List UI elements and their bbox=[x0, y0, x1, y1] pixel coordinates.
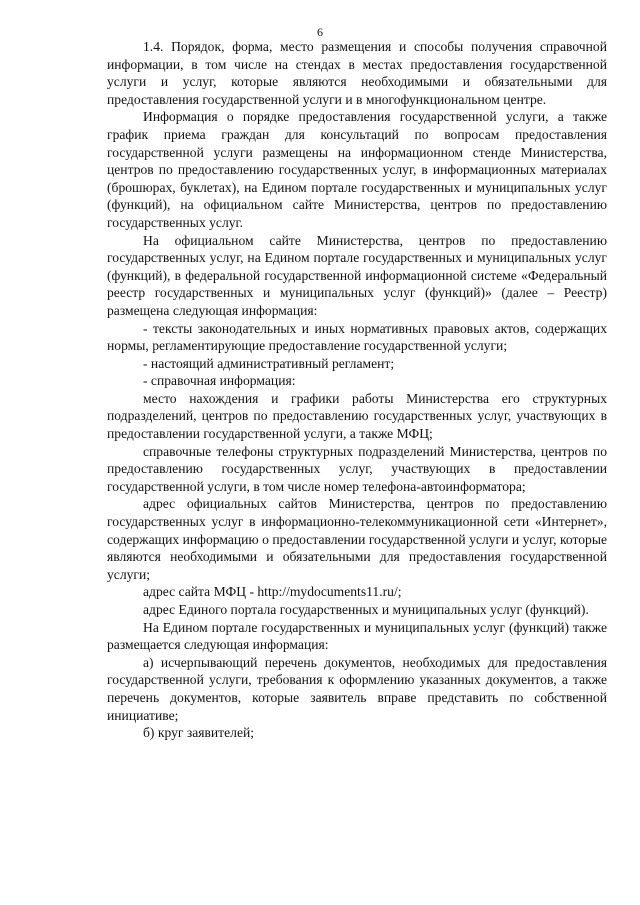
paragraph-unified-portal-address: адрес Единого портала государственных и муниципальных услуг (функций). bbox=[143, 602, 589, 617]
list-item-documents: а) исчерпывающий перечень документов, необходимых для предоставления государственной услуги, требования к оформлению указанных документов, а также перечень документов, которые заявитель вправе представить по собственной инициативе; bbox=[107, 654, 607, 723]
paragraph-unified-portal-info: На Едином портале государственных и муниципальных услуг (функций) также размещается следующая информация: bbox=[107, 619, 607, 653]
paragraph-official-site-info: На официальном сайте Министерства, центров по предоставлению государственных услуг, на Едином портале государственных и муниципальных услуг (функций), в федеральной государственной информационной системе «Федеральный реестр государственных и муниципальных услуг (функций)» (далее – Реестр) размещена следующая информация: bbox=[107, 232, 607, 318]
paragraph-locations-schedules: место нахождения и графики работы Министерства его структурных подразделений, центров по предоставлению государственных услуг, участвующих в предоставлении государственной услуги, а также МФЦ; bbox=[107, 390, 607, 442]
list-item-reference-info: - справочная информация: bbox=[143, 373, 296, 389]
paragraph-mfc-site: адрес сайта МФЦ - http://mydocuments11.ru/; bbox=[143, 584, 402, 600]
paragraph-reference-phones: справочные телефоны структурных подразделений Министерства, центров по предоставлению государственных услуг, участвующих в предоставлении государственной услуги, в том числе номер телефона-автоинформатора; bbox=[107, 443, 607, 494]
paragraph-official-websites: адрес официальных сайтов Министерства, центров по предоставлению государственных услуг в информационно-телекоммуникационной сети «Интернет», содержащих информацию о предоставлении государственной услуги и услуг, которые являются необходимыми и обязательными для предоставления государственной услуги; bbox=[107, 496, 607, 582]
list-item-applicants: б) круг заявителей; bbox=[143, 725, 255, 741]
paragraph-info-placement: Информация о порядке предоставления государственной услуги, а также график приема граждан для консультаций по вопросам предоставления государственной услуги размещены на информационном стенде Министерства, центров по предоставлению государственных услуг, в информационных материалах (брошюрах, буклетах), на Едином портале государственных и муниципальных услуг (функций), на официальном сайте Министерства, центров по предоставлению государственных услуг. bbox=[107, 109, 607, 230]
list-item-legal-texts: - тексты законодательных и иных нормативных правовых актов, содержащих нормы, регламентирующие предоставление государственной услуги; bbox=[107, 320, 607, 354]
list-item-regulation: - настоящий административный регламент; bbox=[143, 355, 395, 371]
paragraph-section-1-4-heading: 1.4. Порядок, форма, место размещения и способы получения справочной информации, в том числе на стендах в местах предоставления государственной услуги и услуг, которые являются необходимыми и обязательными для предоставления государственной услуги и в многофункциональном центре. bbox=[107, 39, 607, 107]
page-number: 6 bbox=[317, 25, 323, 39]
document-body bbox=[107, 38, 607, 742]
